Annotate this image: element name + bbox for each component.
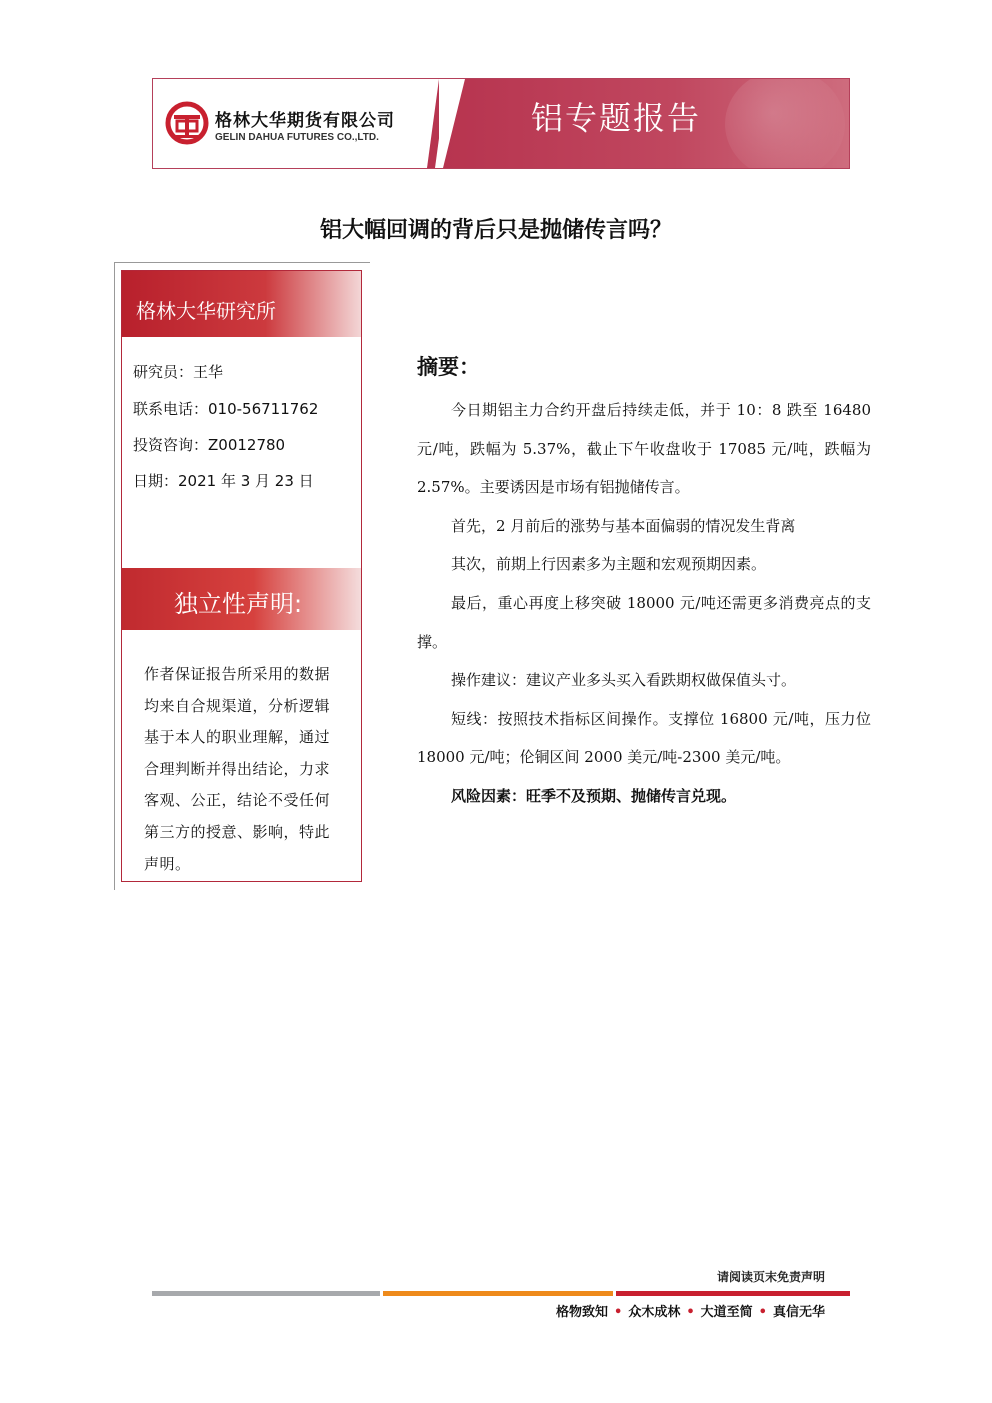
abstract-paragraph: 今日期铝主力合约开盘后持续走低，并于 10：8 跌至 16480 元/吨，跌幅为 5.37%，截止下午收盘收于 17085 元/吨，跌幅为 2.57%。主要诱因是市场有铝抛储传言。 <box>417 401 871 497</box>
company-logo-icon <box>165 101 209 145</box>
abstract-paragraph: 首先，2 月前后的涨势与基本面偏弱的情况发生背离 <box>451 516 796 535</box>
motto-item: 格物致知 <box>556 1305 609 1320</box>
statement-header <box>122 568 361 630</box>
institute-header <box>122 271 361 337</box>
abstract-body <box>417 391 871 816</box>
company-name-en: GELIN DAHUA FUTURES CO.,LTD. <box>215 132 379 143</box>
risk-factors: 风险因素：旺季不及预期、抛储传言兑现。 <box>451 786 737 805</box>
globe-watermark <box>725 78 845 169</box>
footer-bar-red <box>616 1291 850 1296</box>
bullet-dot-icon: • <box>614 1305 623 1320</box>
abstract-paragraph: 操作建议：建议产业多头买入看跌期权做保值头寸。 <box>451 671 797 690</box>
motto-item: 大道至简 <box>700 1305 753 1320</box>
researcher-line: 研究员：王华 <box>133 363 224 381</box>
phone-line: 联系电话：010-56711762 <box>133 400 319 418</box>
footer-motto <box>556 1301 825 1320</box>
motto-item: 真信无华 <box>772 1305 825 1320</box>
abstract-heading: 摘要： <box>417 355 480 379</box>
report-title: 铝大幅回调的背后只是抛储传言吗？ <box>319 217 672 243</box>
sidebar-frame-top <box>114 262 370 263</box>
motto-item: 众木成林 <box>628 1305 681 1320</box>
footer-bar-orange <box>383 1291 613 1296</box>
header-banner <box>152 78 850 169</box>
footer-bar-gray <box>152 1291 380 1296</box>
sidebar-frame-left <box>114 262 115 890</box>
advisory-line: 投资咨询：Z0012780 <box>133 436 286 454</box>
abstract-paragraph: 其次，前期上行因素多为主题和宏观预期因素。 <box>451 555 767 574</box>
institute-name: 格林大华研究所 <box>136 299 276 323</box>
abstract-paragraph: 最后，重心再度上移突破 18000 元/吨还需更多消费亮点的支撑。 <box>417 593 871 651</box>
statement-title: 独立性声明: <box>174 590 303 618</box>
date-line: 日期：2021 年 3 月 23 日 <box>133 472 314 490</box>
sidebar-panel <box>121 270 362 882</box>
bullet-dot-icon: • <box>758 1305 767 1320</box>
statement-body: 作者保证报告所采用的数据均来自合规渠道，分析逻辑基于本人的职业理解，通过合理判断并得出结论，力求客观、公正，结论不受任何第三方的授意、影响，特此声明。 <box>144 665 331 873</box>
disclaimer-note: 请阅读页末免责声明 <box>717 1270 826 1284</box>
bullet-dot-icon: • <box>686 1305 695 1320</box>
report-type-label: 铝专题报告 <box>531 99 702 137</box>
company-name-cn: 格林大华期货有限公司 <box>215 111 395 130</box>
abstract-paragraph: 短线：按照技术指标区间操作。支撑位 16800 元/吨，压力位 18000 元/吨；伦铜区间 2000 美元/吨-2300 美元/吨。 <box>417 709 871 767</box>
